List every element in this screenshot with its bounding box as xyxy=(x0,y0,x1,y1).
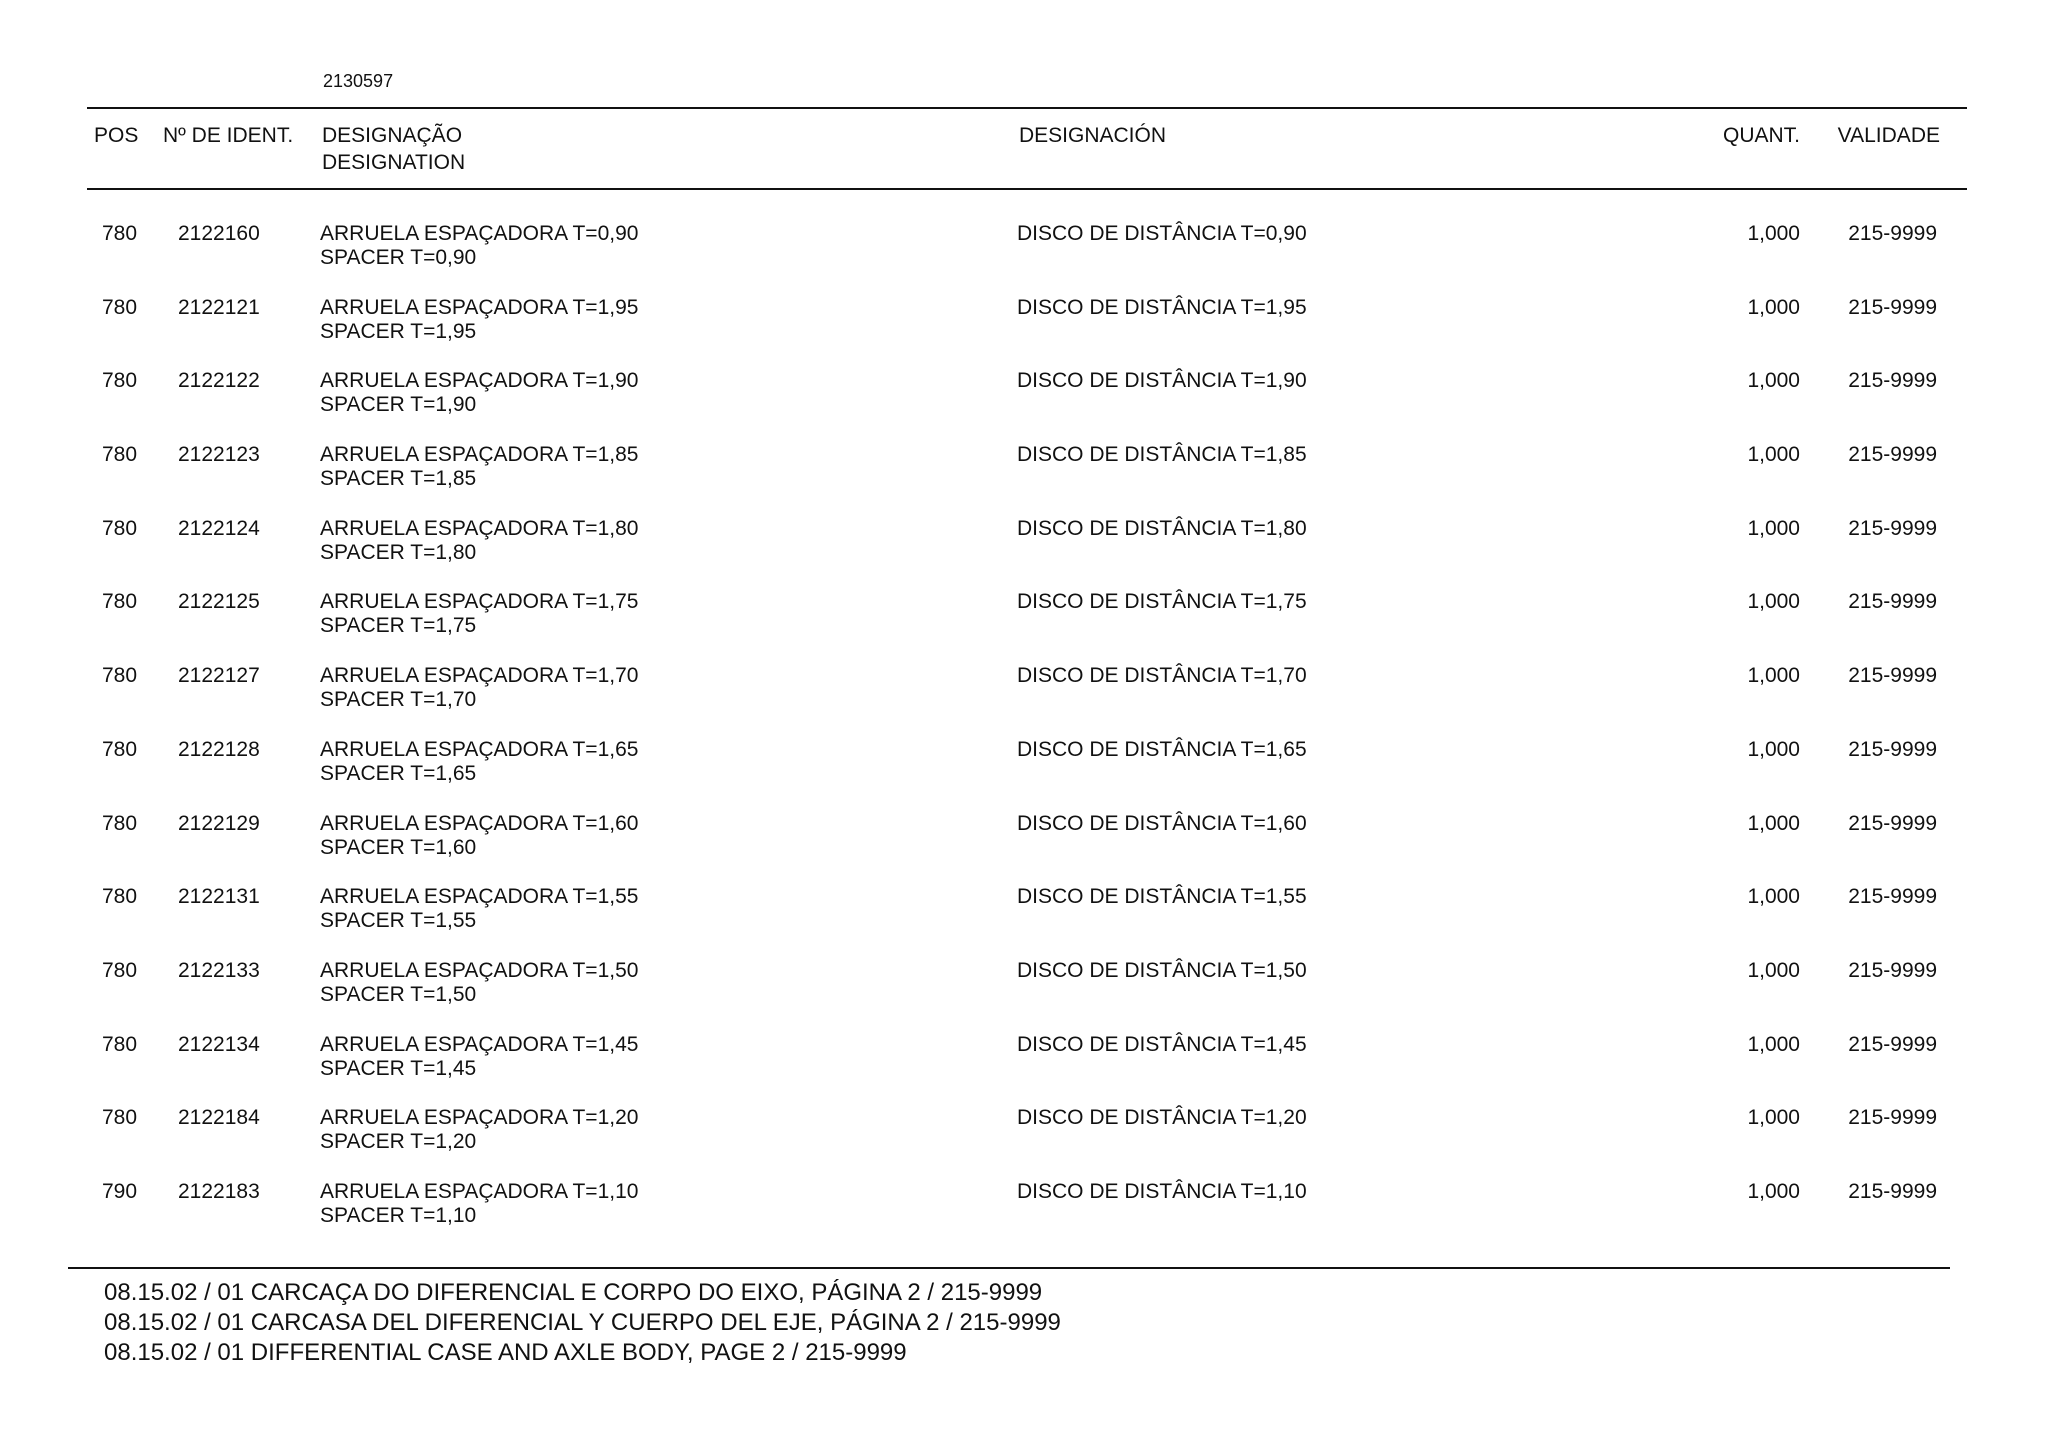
cell-validade: 215-9999 xyxy=(1848,885,1937,909)
cell-designacion: DISCO DE DISTÂNCIA T=1,65 xyxy=(1017,737,1307,761)
cell-validade: 215-9999 xyxy=(1848,590,1937,614)
cell-ident: 2122125 xyxy=(178,590,260,614)
cell-pos: 780 xyxy=(102,885,138,909)
cell-pos: 780 xyxy=(102,811,138,835)
cell-designacao: ARRUELA ESPAÇADORA T=1,60 xyxy=(320,811,639,835)
cell-designacao: ARRUELA ESPAÇADORA T=1,70 xyxy=(320,664,639,688)
footer-line-es: 08.15.02 / 01 CARCASA DEL DIFERENCIAL Y CUERPO DEL EJE, PÁGINA 2 / 215-9999 xyxy=(104,1309,1061,1336)
cell-quant: 1,000 xyxy=(1747,737,1800,761)
header-ident: Nº DE IDENT. xyxy=(163,124,294,147)
cell-validade: 215-9999 xyxy=(1848,1032,1937,1056)
cell-designation: SPACER T=0,90 xyxy=(320,246,477,269)
cell-quant: 1,000 xyxy=(1747,885,1800,909)
cell-validade: 215-9999 xyxy=(1848,664,1937,688)
cell-designacao: ARRUELA ESPAÇADORA T=1,75 xyxy=(320,590,639,614)
header-quant: QUANT. xyxy=(1722,124,1800,147)
cell-designation: SPACER T=1,75 xyxy=(320,614,477,638)
cell-ident: 2122134 xyxy=(178,1032,260,1056)
cell-designation: SPACER T=1,95 xyxy=(320,319,477,343)
cell-quant: 1,000 xyxy=(1747,369,1800,393)
header-designacion: DESIGNACIÓN xyxy=(1019,124,1167,147)
table-row xyxy=(87,443,1967,517)
cell-validade: 215-9999 xyxy=(1848,295,1937,319)
cell-designacao: ARRUELA ESPAÇADORA T=1,45 xyxy=(320,1032,639,1056)
cell-quant: 1,000 xyxy=(1747,1179,1800,1203)
header-designation: DESIGNATION xyxy=(322,151,466,174)
cell-ident: 2122128 xyxy=(178,737,260,761)
header-top-rule xyxy=(87,107,1967,109)
cell-designation: SPACER T=1,60 xyxy=(320,835,477,859)
cell-pos: 780 xyxy=(102,295,138,319)
header-validade: VALIDADE xyxy=(1837,124,1940,147)
cell-validade: 215-9999 xyxy=(1848,369,1937,393)
cell-designation: SPACER T=1,70 xyxy=(320,688,477,712)
cell-designacion: DISCO DE DISTÂNCIA T=1,10 xyxy=(1017,1179,1307,1203)
cell-quant: 1,000 xyxy=(1747,295,1800,319)
cell-designacao: ARRUELA ESPAÇADORA T=0,90 xyxy=(320,222,639,245)
table-row xyxy=(87,812,1967,886)
cell-pos: 780 xyxy=(102,1106,138,1130)
cell-validade: 215-9999 xyxy=(1848,1179,1937,1203)
page-footer xyxy=(104,1278,1061,1368)
table-header xyxy=(87,122,1967,182)
cell-validade: 215-9999 xyxy=(1848,737,1937,761)
table-row xyxy=(87,296,1967,370)
cell-quant: 1,000 xyxy=(1747,958,1800,982)
table-row xyxy=(87,517,1967,591)
parts-table-body xyxy=(87,222,1967,1254)
cell-designation: SPACER T=1,50 xyxy=(320,982,477,1006)
cell-designation: SPACER T=1,55 xyxy=(320,909,477,933)
cell-quant: 1,000 xyxy=(1747,590,1800,614)
cell-pos: 780 xyxy=(102,369,138,393)
table-row xyxy=(87,959,1967,1033)
document-number: 2130597 xyxy=(323,71,394,91)
cell-pos: 780 xyxy=(102,958,138,982)
cell-designacion: DISCO DE DISTÂNCIA T=1,95 xyxy=(1017,295,1307,319)
cell-validade: 215-9999 xyxy=(1848,222,1937,245)
cell-pos: 780 xyxy=(102,516,138,540)
cell-designation: SPACER T=1,45 xyxy=(320,1056,477,1080)
cell-designacion: DISCO DE DISTÂNCIA T=1,60 xyxy=(1017,811,1307,835)
table-row xyxy=(87,1033,1967,1107)
cell-quant: 1,000 xyxy=(1747,443,1800,467)
cell-designacion: DISCO DE DISTÂNCIA T=1,55 xyxy=(1017,885,1307,909)
table-row xyxy=(87,369,1967,443)
cell-designacion: DISCO DE DISTÂNCIA T=1,80 xyxy=(1017,516,1307,540)
table-row xyxy=(87,664,1967,738)
footer-line-pt: 08.15.02 / 01 CARCAÇA DO DIFERENCIAL E CORPO DO EIXO, PÁGINA 2 / 215-9999 xyxy=(104,1279,1043,1306)
cell-designacao: ARRUELA ESPAÇADORA T=1,50 xyxy=(320,958,639,982)
cell-designacion: DISCO DE DISTÂNCIA T=1,70 xyxy=(1017,664,1307,688)
cell-designacion: DISCO DE DISTÂNCIA T=1,50 xyxy=(1017,958,1307,982)
cell-validade: 215-9999 xyxy=(1848,958,1937,982)
cell-pos: 790 xyxy=(102,1179,138,1203)
cell-designation: SPACER T=1,20 xyxy=(320,1130,477,1154)
cell-quant: 1,000 xyxy=(1747,516,1800,540)
cell-validade: 215-9999 xyxy=(1848,443,1937,467)
cell-ident: 2122133 xyxy=(178,958,260,982)
cell-ident: 2122183 xyxy=(178,1179,260,1203)
cell-pos: 780 xyxy=(102,443,138,467)
table-row xyxy=(87,590,1967,664)
cell-designacao: ARRUELA ESPAÇADORA T=1,95 xyxy=(320,295,639,319)
cell-ident: 2122131 xyxy=(178,885,260,909)
footer-rule xyxy=(68,1267,1950,1269)
cell-designacion: DISCO DE DISTÂNCIA T=1,85 xyxy=(1017,443,1307,467)
cell-pos: 780 xyxy=(102,737,138,761)
cell-designacion: DISCO DE DISTÂNCIA T=1,45 xyxy=(1017,1032,1307,1056)
cell-designacao: ARRUELA ESPAÇADORA T=1,20 xyxy=(320,1106,639,1130)
cell-validade: 215-9999 xyxy=(1848,516,1937,540)
cell-quant: 1,000 xyxy=(1747,1106,1800,1130)
cell-pos: 780 xyxy=(102,590,138,614)
cell-designacion: DISCO DE DISTÂNCIA T=0,90 xyxy=(1017,222,1307,245)
cell-ident: 2122160 xyxy=(178,222,260,245)
cell-ident: 2122123 xyxy=(178,443,260,467)
cell-designacao: ARRUELA ESPAÇADORA T=1,85 xyxy=(320,443,639,467)
header-designacao: DESIGNAÇÃO xyxy=(322,124,463,147)
cell-pos: 780 xyxy=(102,1032,138,1056)
cell-pos: 780 xyxy=(102,664,138,688)
cell-designacion: DISCO DE DISTÂNCIA T=1,20 xyxy=(1017,1106,1307,1130)
cell-ident: 2122127 xyxy=(178,664,260,688)
cell-designacao: ARRUELA ESPAÇADORA T=1,65 xyxy=(320,737,639,761)
header-bottom-rule xyxy=(87,188,1967,190)
cell-quant: 1,000 xyxy=(1747,664,1800,688)
cell-designation: SPACER T=1,80 xyxy=(320,540,477,564)
cell-ident: 2122129 xyxy=(178,811,260,835)
table-row xyxy=(87,1180,1967,1254)
cell-ident: 2122124 xyxy=(178,516,260,540)
cell-designacao: ARRUELA ESPAÇADORA T=1,55 xyxy=(320,885,639,909)
cell-designacao: ARRUELA ESPAÇADORA T=1,90 xyxy=(320,369,639,393)
cell-designation: SPACER T=1,65 xyxy=(320,761,477,785)
cell-designation: SPACER T=1,10 xyxy=(320,1203,477,1227)
cell-designacao: ARRUELA ESPAÇADORA T=1,80 xyxy=(320,516,639,540)
cell-validade: 215-9999 xyxy=(1848,1106,1937,1130)
footer-line-en: 08.15.02 / 01 DIFFERENTIAL CASE AND AXLE BODY, PAGE 2 / 215-9999 xyxy=(104,1339,907,1366)
cell-validade: 215-9999 xyxy=(1848,811,1937,835)
cell-pos: 780 xyxy=(102,222,138,245)
cell-quant: 1,000 xyxy=(1747,811,1800,835)
table-row xyxy=(87,222,1967,296)
cell-quant: 1,000 xyxy=(1747,222,1800,245)
table-row xyxy=(87,1106,1967,1180)
table-row xyxy=(87,738,1967,812)
cell-designacao: ARRUELA ESPAÇADORA T=1,10 xyxy=(320,1179,639,1203)
cell-designacion: DISCO DE DISTÂNCIA T=1,90 xyxy=(1017,369,1307,393)
cell-ident: 2122121 xyxy=(178,295,260,319)
table-row xyxy=(87,885,1967,959)
cell-quant: 1,000 xyxy=(1747,1032,1800,1056)
cell-designation: SPACER T=1,90 xyxy=(320,393,477,417)
cell-designation: SPACER T=1,85 xyxy=(320,467,477,491)
header-pos: POS xyxy=(94,124,139,147)
cell-ident: 2122184 xyxy=(178,1106,260,1130)
cell-designacion: DISCO DE DISTÂNCIA T=1,75 xyxy=(1017,590,1307,614)
cell-ident: 2122122 xyxy=(178,369,260,393)
